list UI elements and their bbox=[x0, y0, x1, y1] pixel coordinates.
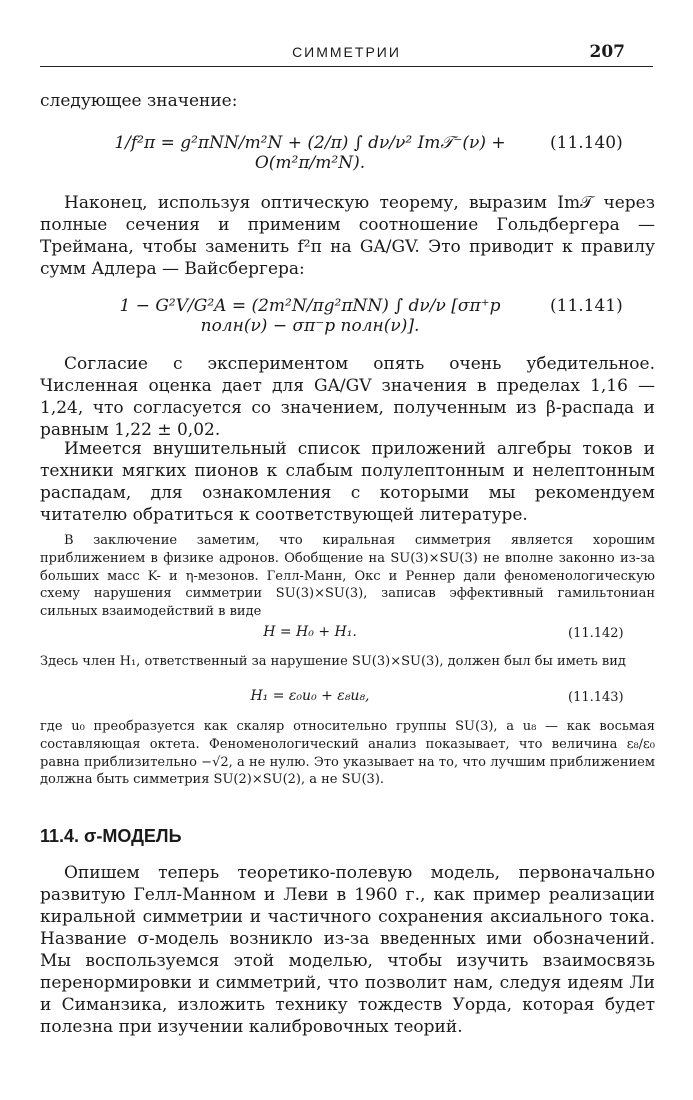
paragraph-intro: следующее значение: bbox=[40, 91, 238, 111]
small-paragraph-chiral: В заключение заметим, что киральная симметрия является хорошим приближением в физике адронов. Обобщение на SU(3)×SU(3) не вполне законно из-за больших масс K- и η-мезонов. Гелл-Манн, Окс и Реннер дали феноменологическую схему нарушения симметрии SU(3)×SU(3), записав эффективный гамильтониан сильных взаимодействий в виде bbox=[40, 533, 655, 620]
paragraph-sigma-model: Опишем теперь теоретико-полевую модель, первоначально развитую Гелл-Манном и Леви в 1960 г., как пример реализации киральной симметрии и частичного сохранения аксиального тока. Название σ-модель возникло из-за введенных ими обозначений. Мы воспользуемся этой моделью, чтобы изучить взаимосвязь перенормировки и симметрий, что позволит нам, следуя идеям Ли и Симанзика, изложить технику тождеств Уорда, которая будет полезна при изучении калибровочных теорий. bbox=[40, 863, 655, 1037]
equation-number-11-141: (11.141) bbox=[550, 296, 623, 316]
page-number: 207 bbox=[589, 42, 625, 62]
header-rule bbox=[40, 66, 653, 67]
equation-number-11-140: (11.140) bbox=[550, 133, 623, 153]
equation-number-11-143: (11.143) bbox=[568, 690, 624, 705]
running-title: СИММЕТРИИ bbox=[292, 44, 401, 60]
equation-11-143: H₁ = ε₀u₀ + ε₈u₈, bbox=[250, 688, 370, 704]
paragraph-applications: Имеется внушительный список приложений алгебры токов и техники мягких пионов к слабым полулептонным и нелептонным распадам, для ознакомления с которыми мы рекомендуем читателю обратиться к соответствующей литературе. bbox=[40, 439, 655, 525]
paragraph-agreement: Согласие с экспериментом опять очень убедительное. Численная оценка дает для GA/GV значения в пределах 1,16 — 1,24, что согласуется со значением, полученным из β-распада и равным 1,22 ± 0,02. bbox=[40, 354, 655, 440]
paragraph-optical-theorem: Наконец, используя оптическую теорему, выразим Im𝒯 через полные сечения и применим соотношение Гольдбергера — Треймана, чтобы заменить f²π на GA/GV. Это приводит к правилу сумм Адлера — Вайсбергера: bbox=[40, 193, 655, 279]
small-paragraph-analysis: где u₀ преобразуется как скаляр относительно группы SU(3), а u₈ — как восьмая составляющая октета. Феноменологический анализ показывает, что величина ε₈/ε₀ равна приблизительно −√2, а не нулю. Это указывает на то, что лучшим приближением должна быть симметрия SU(2)×SU(2), а не SU(3). bbox=[40, 719, 655, 788]
equation-11-140: 1/f²π = g²πNN/m²N + (2/π) ∫ dν/ν² Im𝒯⁻(ν) + O(m²π/m²N). bbox=[114, 133, 506, 173]
equation-11-141: 1 − G²V/G²A = (2m²N/πg²πNN) ∫ dν/ν [σπ⁺p полн(ν) − σπ⁻p полн(ν)]. bbox=[119, 296, 501, 336]
equation-11-142: H = H₀ + H₁. bbox=[263, 624, 357, 640]
equation-number-11-142: (11.142) bbox=[568, 626, 624, 641]
section-heading: 11.4. σ-МОДЕЛЬ bbox=[40, 826, 182, 846]
small-paragraph-h1: Здесь член H₁, ответственный за нарушение SU(3)×SU(3), должен был бы иметь вид bbox=[40, 654, 626, 669]
